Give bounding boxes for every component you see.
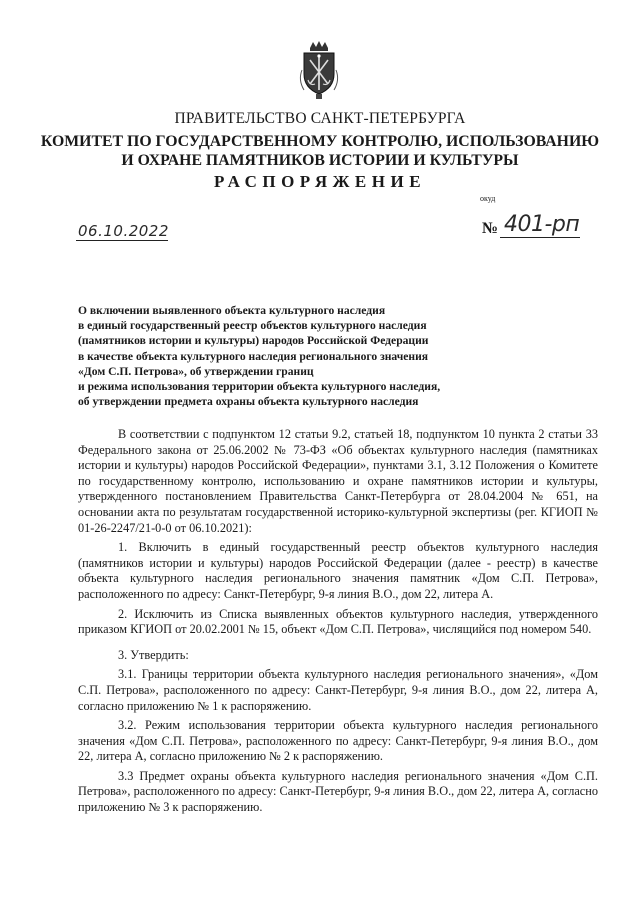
subject-line: и режима использования территории объекта культурного наследия, <box>78 380 441 394</box>
subject-line: в качестве объекта культурного наследия регионального значения <box>78 349 429 363</box>
item-3-2-paragraph: 3.2. Режим использования территории объекта культурного наследия регионального значения «Дом С.П. Петрова», расположенного по адресу: Санкт-Петербург, 9-я линия В.О., дом 22, литера А, согласно приложению № 2 к распоряжению. <box>78 718 598 764</box>
item-3-1-paragraph: 3.1. Границы территории объекта культурного наследия регионального значения», «Дом С.П. Петрова», расположенного по адресу: Санкт-Петербург, 9-я линия В.О., дом 22, литера А, согласно приложению № 1 к распоряжению. <box>78 667 598 713</box>
preamble-paragraph: В соответствии с подпунктом 12 статьи 9.2, статьей 18, подпунктом 10 пункта 2 статьи 33 Федерального закона от 25.06.2002 № 73-ФЗ «Об объектах культурного наследия (памятниках истории и культуры) народов Российской Федерации», пунктами 3.1, 3.12 Положения о Комитете по государственному контролю, использованию и охране памятников истории и культуры, утвержденного постановлением Правительства Санкт-Петербурга от 28.04.2004 № 651, на основании акта по результатам государственной историко-культурной экспертизы (рег. КГИОП № 01-26-2247/21-0-0 от 06.10.2021): <box>78 427 598 535</box>
okud-label: окуд <box>480 194 496 203</box>
subject-line: в единый государственный реестр объектов культурного наследия <box>78 319 427 333</box>
number-underline <box>500 237 580 238</box>
document-date: 06.10.2022 <box>78 222 169 240</box>
number-sign: № <box>482 220 499 237</box>
subject-line: (памятников истории и культуры) народов Российской Федерации <box>78 334 429 348</box>
item-1-paragraph: 1. Включить в единый государственный реестр объектов культурного наследия (памятников истории и культуры) народов Российской Федерации (далее - реестр) в качестве объекта культурного наследия регионального значения памятник «Дом С.П. Петрова», расположенного по адресу: Санкт-Петербург, 9-я линия В.О., дом 22, литера А. <box>78 540 598 601</box>
committee-title-line2: И ОХРАНЕ ПАМЯТНИКОВ ИСТОРИИ И КУЛЬТУРЫ <box>121 152 519 169</box>
committee-title <box>0 132 640 170</box>
committee-title-line1: КОМИТЕТ ПО ГОСУДАРСТВЕННОМУ КОНТРОЛЮ, ИСПОЛЬЗОВАНИЮ <box>40 133 600 150</box>
document-number: 401-рп <box>504 212 580 237</box>
date-underline <box>76 240 168 241</box>
government-title: ПРАВИТЕЛЬСТВО САНКТ-ПЕТЕРБУРГА <box>174 110 466 127</box>
item-2-paragraph: 2. Исключить из Списка выявленных объектов культурного наследия, утвержденного приказом КГИОП от 20.02.2001 № 15, объект «Дом С.П. Петрова», числящийся под номером 540. <box>78 606 598 637</box>
document-type: РАСПОРЯЖЕНИЕ <box>213 172 427 191</box>
document-body <box>78 427 598 816</box>
coat-of-arms-emblem <box>296 40 342 100</box>
item-3-3-paragraph: 3.3 Предмет охраны объекта культурного наследия регионального значения «Дом С.П. Петрова», расположенного по адресу: Санкт-Петербург, 9-я линия В.О., дом 22, литера А, согласно приложению № 3 к распоряжению. <box>78 768 598 815</box>
subject-line: О включении выявленного объекта культурного наследия <box>78 304 386 317</box>
subject-line: об утверждении предмета охраны объекта культурного наследия <box>78 395 419 409</box>
item-3-paragraph: 3. Утвердить: <box>118 647 189 662</box>
document-subject <box>78 303 518 409</box>
subject-line: «Дом С.П. Петрова», об утверждении границ <box>78 364 314 378</box>
